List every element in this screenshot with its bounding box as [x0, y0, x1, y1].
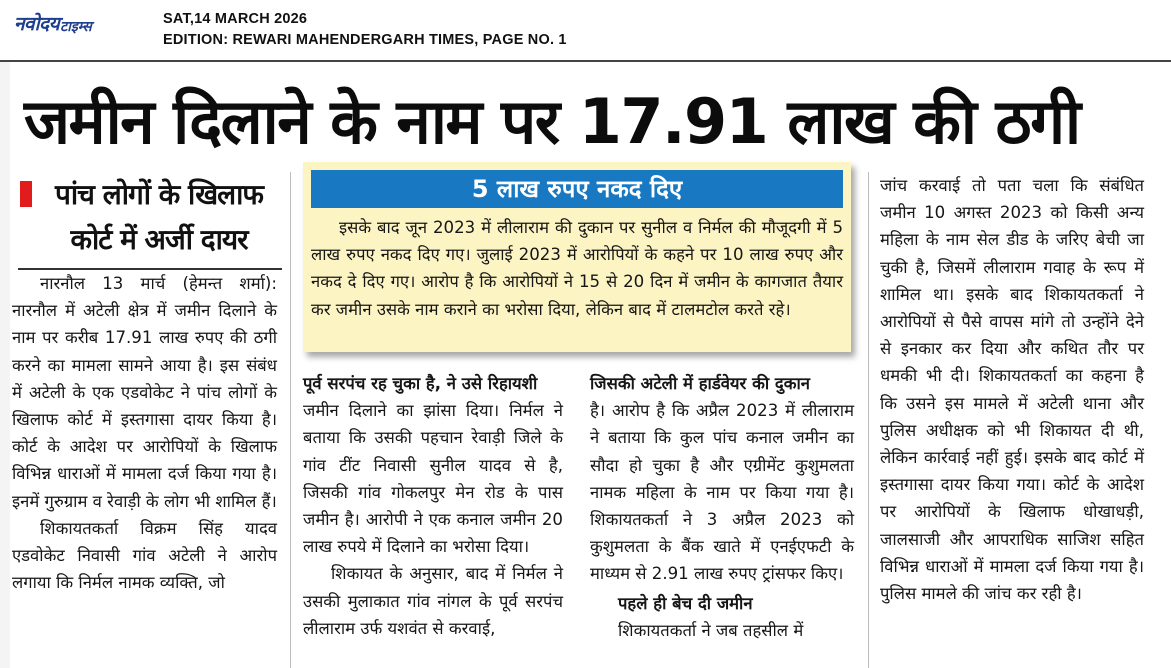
inline-subheading: पहले ही बेच दी जमीन	[618, 593, 753, 613]
edition-name: EDITION: REWARI MAHENDERGARH TIMES, PAGE NO. 1	[163, 32, 567, 48]
paragraph: शिकायतकर्ता ने जब तहसील में	[618, 620, 804, 640]
newspaper-logo[interactable]	[14, 10, 92, 36]
paragraph: जांच करवाई तो पता चला कि संबंधित जमीन 10 अगस्त 2023 को किसी अन्य महिला के नाम सेल डीड के जरिए बेची जा चुकी है, जिसमें लीलाराम गवाह के रूप में शामिल था। इसके बाद शिकायतकर्ता ने आरोपियों से पैसे वापस मांगे तो उन्होंने देने से इनकार कर दिया और कथित तौर पर धमकी भी दी। शिकायतकर्ता का कहना है कि उसने इस मामले में अटेली थाना और पुलिस अधीक्षक को भी शिकायत दी थी, लेकिन कार्रवाई नहीं हुई। इसके बाद कोर्ट में इस्तगासा दायर किया गया। कोर्ट के आदेश पर आरोपियों के खिलाफ धोखाधड़ी, जालसाजी और आपराधिक साजिश सहित विभिन्न धाराओं में मामला दर्ज किया गया है। पुलिस मामले की जांच कर रही है।	[880, 176, 1144, 604]
article-clipping	[10, 62, 1171, 668]
highlight-box	[303, 162, 851, 352]
column-3	[590, 370, 854, 644]
column-lead-line: जिसकी अटेली में हार्डवेयर की दुकान	[590, 374, 810, 393]
highlight-box-body	[311, 214, 843, 323]
paragraph: जमीन दिलाने का झांसा दिया। निर्मल ने बताया कि उसकी पहचान रेवाड़ी जिले के गांव टींट निवासी सुनील यादव से है, जिसकी गांव गोकलपुर मेन रोड के पास जमीन है। आरोपी ने एक कनाल जमीन 20 लाख रुपये में दिलाने का भरोसा दिया।	[303, 401, 563, 557]
column-lead-line: पूर्व सरपंच रह चुका है, ने उसे रिहायशी	[303, 374, 538, 393]
logo-sub-text: टाइम्स	[60, 19, 92, 35]
highlight-box-title: 5 लाख रुपए नकद दिए	[311, 170, 843, 208]
column-divider	[868, 172, 869, 668]
page-header	[0, 0, 1171, 58]
logo-main-text: नवोदय	[14, 13, 60, 35]
article-headline: जमीन दिलाने के नाम पर 17.91 लाख की ठगी	[24, 85, 1080, 158]
subheadline-line-1: पांच लोगों के खिलाफ	[55, 178, 263, 211]
page-viewport	[0, 62, 1171, 668]
edition-info	[163, 9, 567, 51]
subheadline-marker	[20, 181, 32, 207]
paragraph: है। आरोप है कि अप्रैल 2023 में लीलाराम ने बताया कि कुल पांच कनाल जमीन का सौदा हो चुका है और एग्रीमेंट कुशुमलता नामक महिला के नाम पर किया गया है। शिकायतकर्ता ने 3 अप्रैल 2023 को कुशुमलता के बैंक खाते में एनईएफटी के माध्यम से 2.91 लाख रुपए ट्रांसफर किए।	[590, 401, 854, 584]
paragraph: शिकायत के अनुसार, बाद में निर्मल ने उसकी मुलाकात गांव नांगल के पूर्व सरपंच लीलाराम उर्फ यशवंत से करवाई,	[303, 564, 563, 638]
subheadline-line-2: कोर्ट में अर्जी दायर	[70, 223, 248, 256]
paragraph: शिकायतकर्ता विक्रम सिंह यादव एडवोकेट निवासी गांव अटेली ने आरोप लगाया कि निर्मल नामक व्यक्ति, जो	[12, 518, 277, 593]
paragraph: इसके बाद जून 2023 में लीलाराम की दुकान पर सुनील व निर्मल की मौजूदगी में 5 लाख रुपए नकद दिए गए। जुलाई 2023 में आरोपियों के कहने पर 10 लाख रुपए और नकद दे दिए गए। आरोप है कि आरोपियों ने 15 से 20 दिन में जमीन के कागजात तैयार कर जमीन उसके नाम कराने का भरोसा दिया, लेकिन बाद में टालमटोल करते रहे।	[311, 218, 844, 319]
paragraph: नारनौल 13 मार्च (हेमन्त शर्मा): नारनौल में अटेली क्षेत्र में जमीन दिलाने के नाम पर करीब 17.91 लाख रुपए की ठगी करने का मामला सामने आया है। इस संबंध में अटेली के एक एडवोकेट ने पांच लोगों के खिलाफ कोर्ट में इस्तगासा दायर किया है। कोर्ट के आदेश पर आरोपियों के खिलाफ विभिन्न धाराओं में मामला दर्ज किया गया है। इनमें गुरुग्राम व रेवाड़ी के लोग भी शामिल हैं।	[12, 274, 277, 511]
column-4	[880, 172, 1144, 607]
subheadline-text	[38, 172, 280, 262]
edition-date: SAT,14 MARCH 2026	[163, 11, 308, 27]
column-divider	[290, 172, 291, 668]
column-2	[303, 370, 563, 642]
column-1	[12, 270, 277, 596]
